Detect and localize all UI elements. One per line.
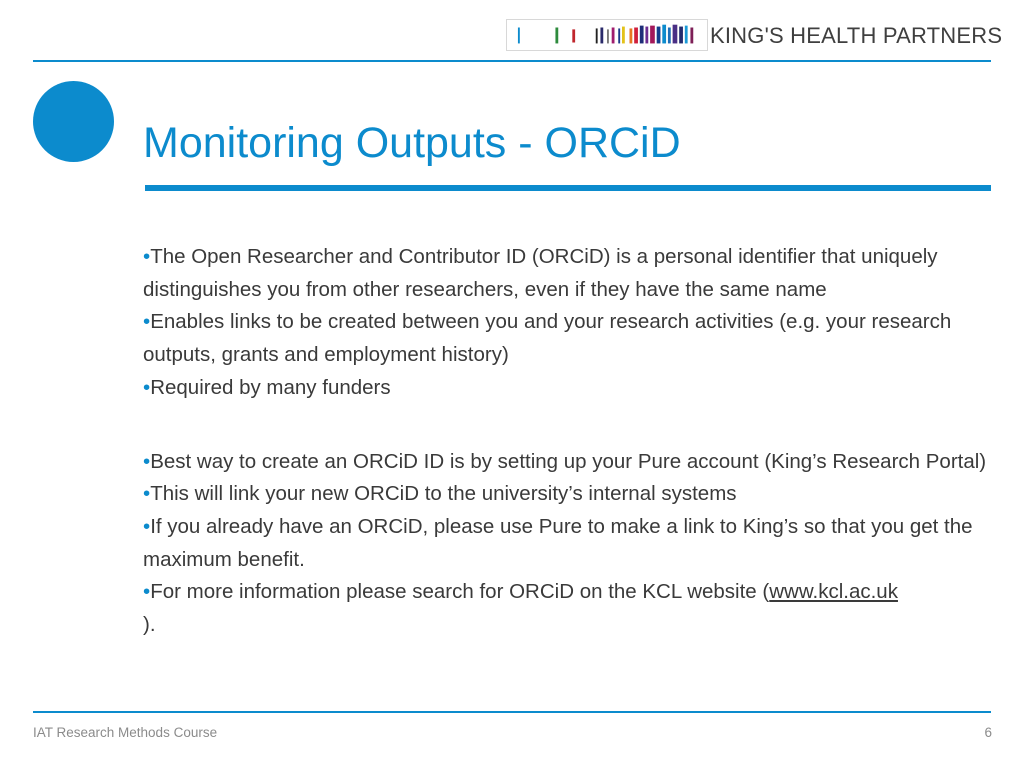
bullet-dot-icon: • (143, 514, 151, 538)
bullet-text: The Open Researcher and Contributor ID (ORCiD) is a personal identifier that uniquely distinguishes you from other researchers, even if they have the same name (143, 245, 938, 301)
bullet-text: If you already have an ORCiD, please use Pure to make a link to King’s so that you get the maximum benefit. (143, 514, 973, 571)
footer-course-name: IAT Research Methods Course (33, 725, 218, 740)
bullet-text: For more information please search for ORCiD on the KCL website ( (150, 580, 770, 604)
slide-body (143, 241, 988, 642)
bullet-dot-icon: • (143, 310, 151, 334)
bullet-item (143, 372, 988, 405)
bullet-item (143, 241, 988, 306)
bullet-dot-icon: • (143, 482, 151, 506)
bullet-text: This will link your new ORCiD to the university’s internal systems (150, 482, 737, 506)
bullet-item (143, 511, 988, 576)
bullet-item (143, 576, 988, 641)
bullet-text: Best way to create an ORCiD ID is by setting up your Pure account (King’s Research Portal) (150, 449, 987, 473)
bullet-dot-icon: • (143, 580, 151, 604)
bullet-dot-icon: • (143, 245, 151, 268)
bullet-text-end: ). (143, 613, 156, 637)
bullet-item (143, 478, 988, 511)
title-underline (145, 185, 991, 191)
logo-color-strip-icon (506, 19, 708, 51)
slide-title: Monitoring Outputs - ORCiD (143, 119, 681, 167)
bullet-text: Enables links to be created between you and your research activities (e.g. your research outputs, grants and employment history) (143, 310, 952, 367)
footer-page-number: 6 (984, 725, 992, 740)
bullet-text: Required by many funders (150, 375, 391, 399)
decorative-circle-icon (33, 81, 114, 162)
header-divider (33, 60, 991, 62)
bullet-dot-icon: • (143, 449, 151, 473)
logo-text: KING'S HEALTH PARTNERS (710, 23, 1003, 48)
bullet-dot-icon: • (143, 375, 151, 399)
paragraph-spacer (143, 405, 988, 446)
footer-divider (33, 711, 991, 713)
bullet-item (143, 306, 988, 371)
bullet-item (143, 446, 988, 479)
kings-health-partners-logo (506, 19, 1003, 51)
kcl-website-link[interactable]: www.kcl.ac.uk (769, 580, 898, 604)
